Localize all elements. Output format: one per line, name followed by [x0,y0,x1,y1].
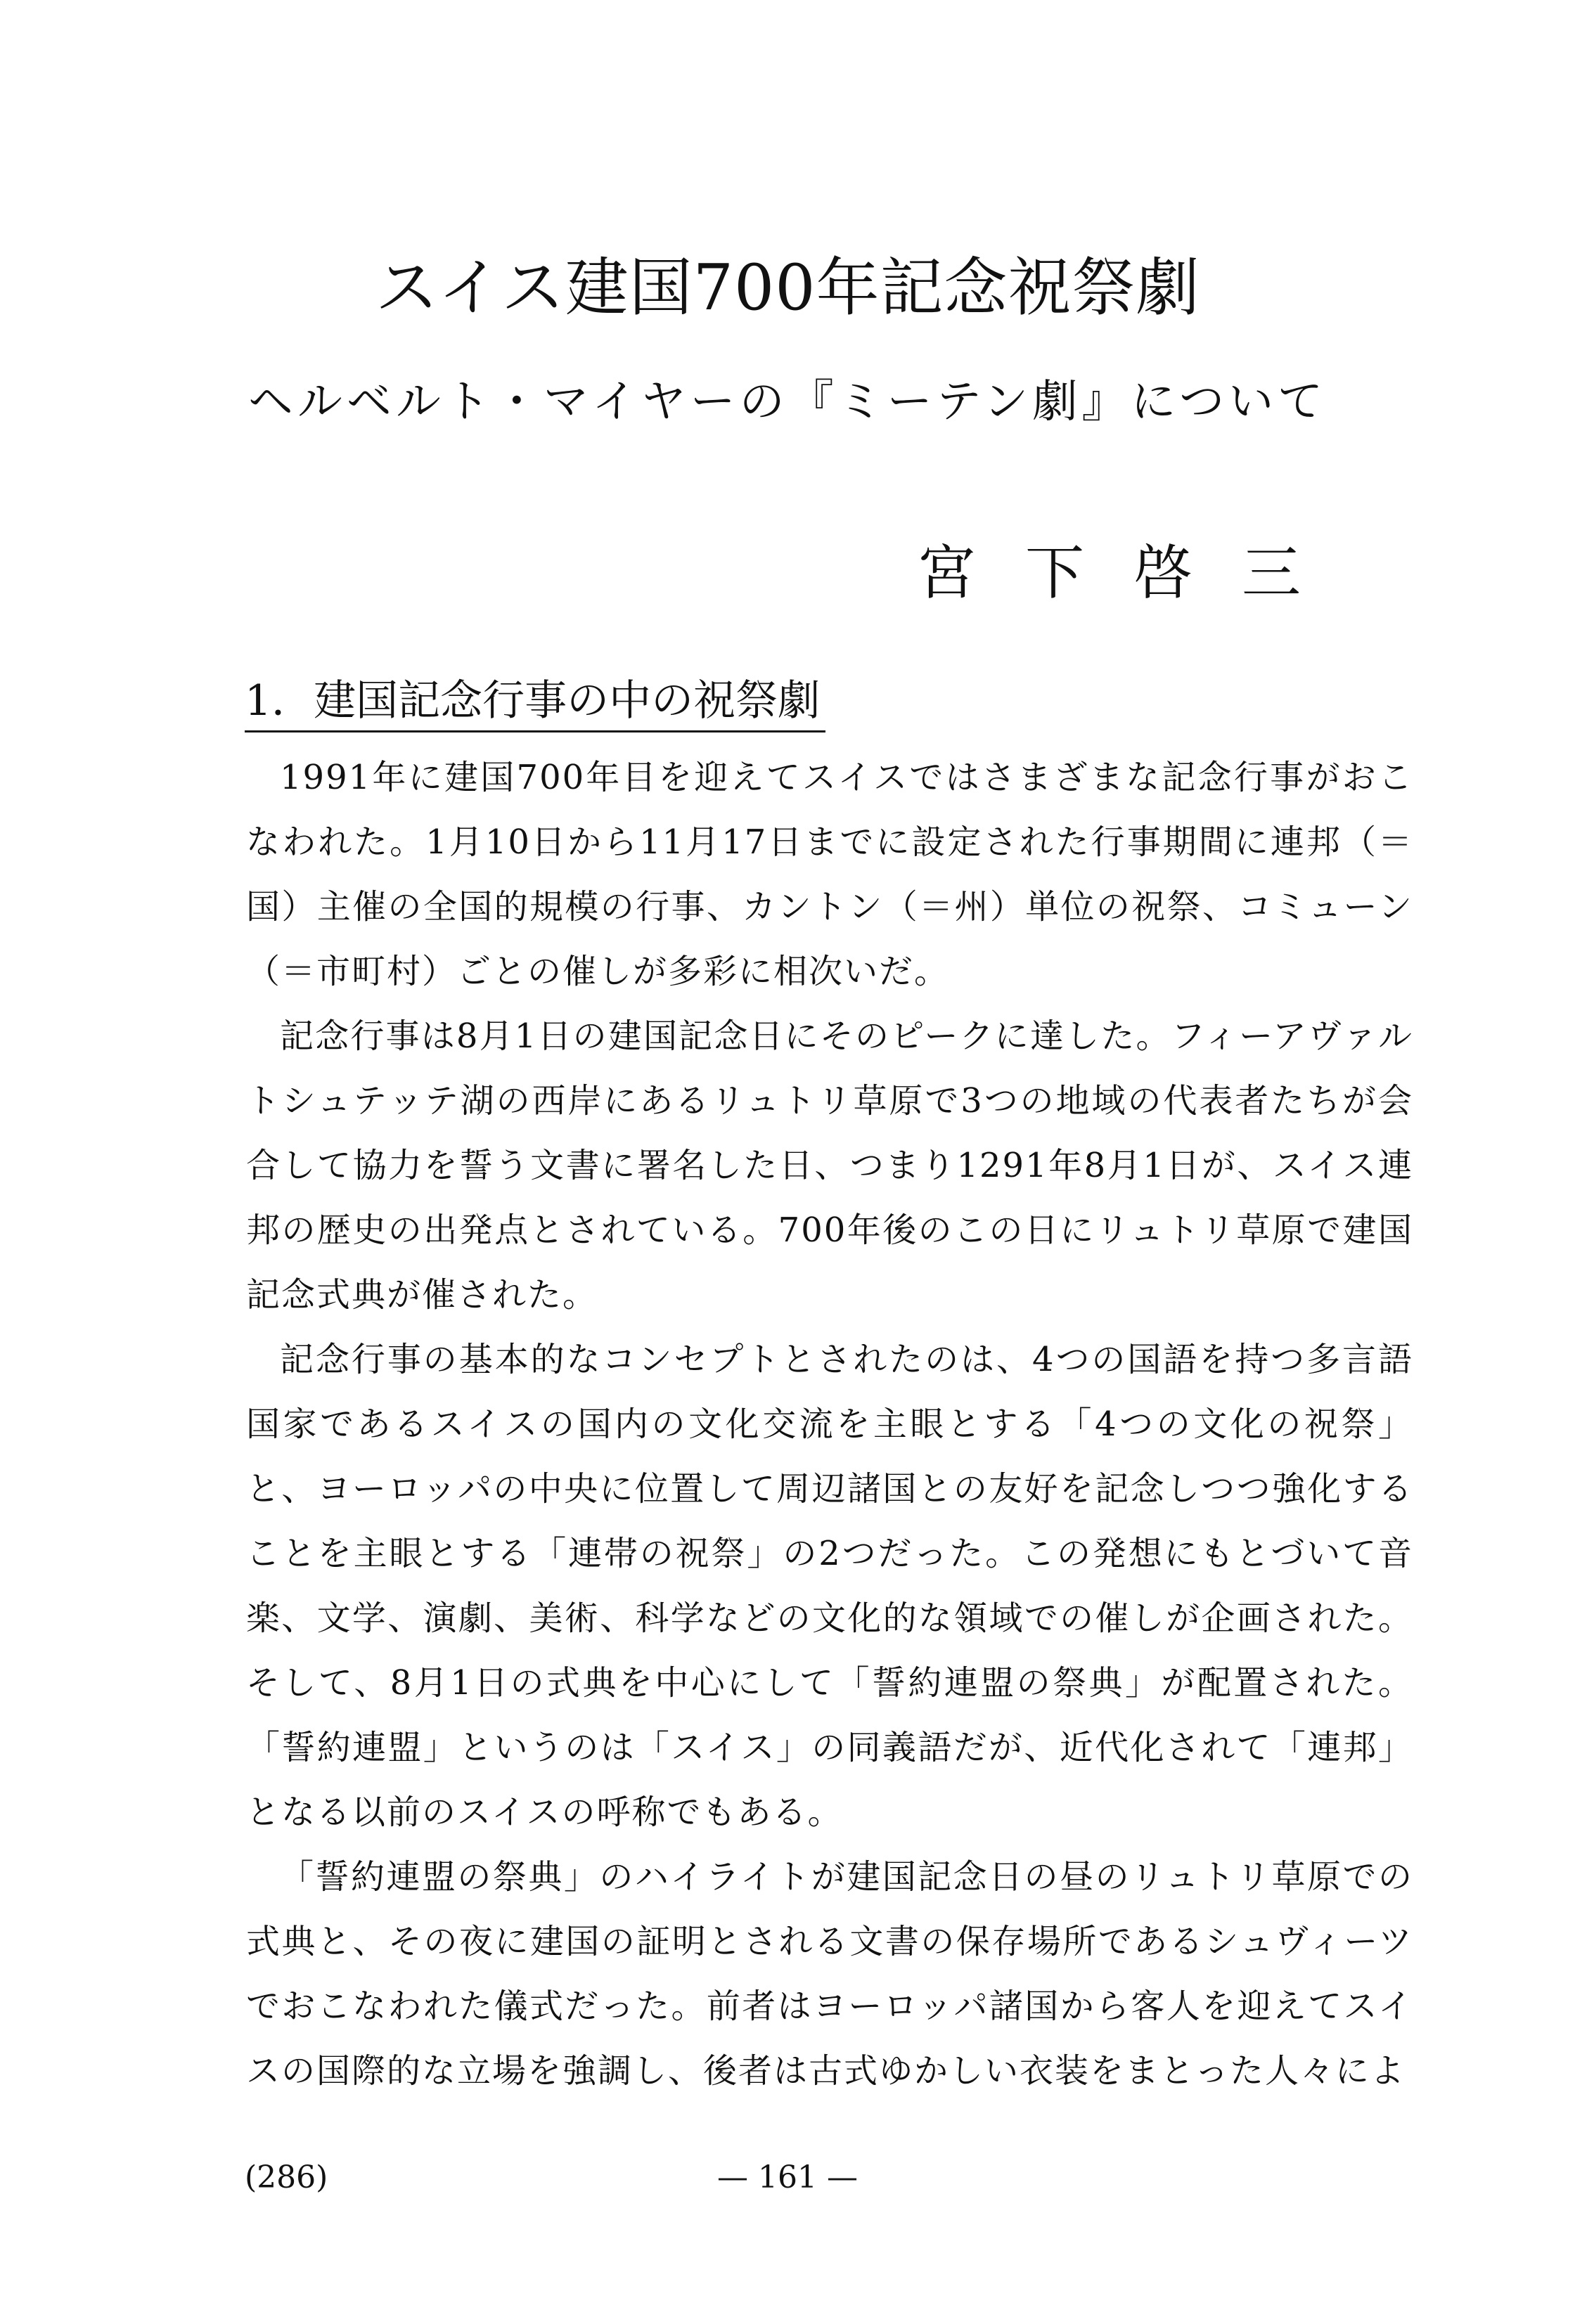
article-title: スイス建国700年記念祝祭劇 [375,251,1200,325]
section-heading: 1．建国記念行事の中の祝祭劇 [245,671,825,732]
paragraph-3: 記念行事の基本的なコンセプトとされたのは、4つの国語を持つ多言語国家であるスイスの国内の文化交流を主眼とする「4つの文化の祝祭」と、ヨーロッパの中央に位置して周辺諸国との友好を記念しつつ強化することを主眼とする「連帯の祝祭」の2つだった。この発想にもとづいて音楽、文学、演劇、美術、科学などの文化的な領域での催しが企画された。そして、8月1日の式典を中心にして「誓約連盟の祭典」が配置された。「誓約連盟」というのは「スイス」の同義語だが、近代化されて「連邦」となる以前のスイスの呼称でもある。 [246,1340,1413,1832]
author-name: 宮下啓三 [916,538,1350,607]
footer-page-number: — 161 — [717,2160,858,2195]
paragraph-1: 1991年に建国700年目を迎えてスイスではさまざまな記念行事がおこなわれた。1月10日から11月17日までに設定された行事期間に連邦（＝国）主催の全国的規模の行事、カントン（＝州）単位の祝祭、コミューン（＝市町村）ごとの催しが多彩に相次いだ。 [246,758,1413,991]
article-subtitle: ヘルベルト・マイヤーの『ミーテン劇』について [248,376,1328,428]
body-text [246,745,1413,2103]
footer-page-ref: (286) [245,2160,328,2195]
paragraph-2: 記念行事は8月1日の建国記念日にそのピークに達した。フィーアヴァルトシュテッテ湖の西岸にあるリュトリ草原で3つの地域の代表者たちが会合して協力を誓う文書に署名した日、つまり1291年8月1日が、スイス連邦の歴史の出発点とされている。700年後のこの日にリュトリ草原で建国記念式典が催された。 [246,1016,1413,1315]
paragraph-4: 「誓約連盟の祭典」のハイライトが建国記念日の昼のリュトリ草原での式典と、その夜に建国の証明とされる文書の保存場所であるシュヴィーツでおこなわれた儀式だった。前者はヨーロッパ諸国から客人を迎えてスイスの国際的な立場を強調し、後者は古式ゆかしい衣装をまとった人々によ [246,1857,1413,2091]
